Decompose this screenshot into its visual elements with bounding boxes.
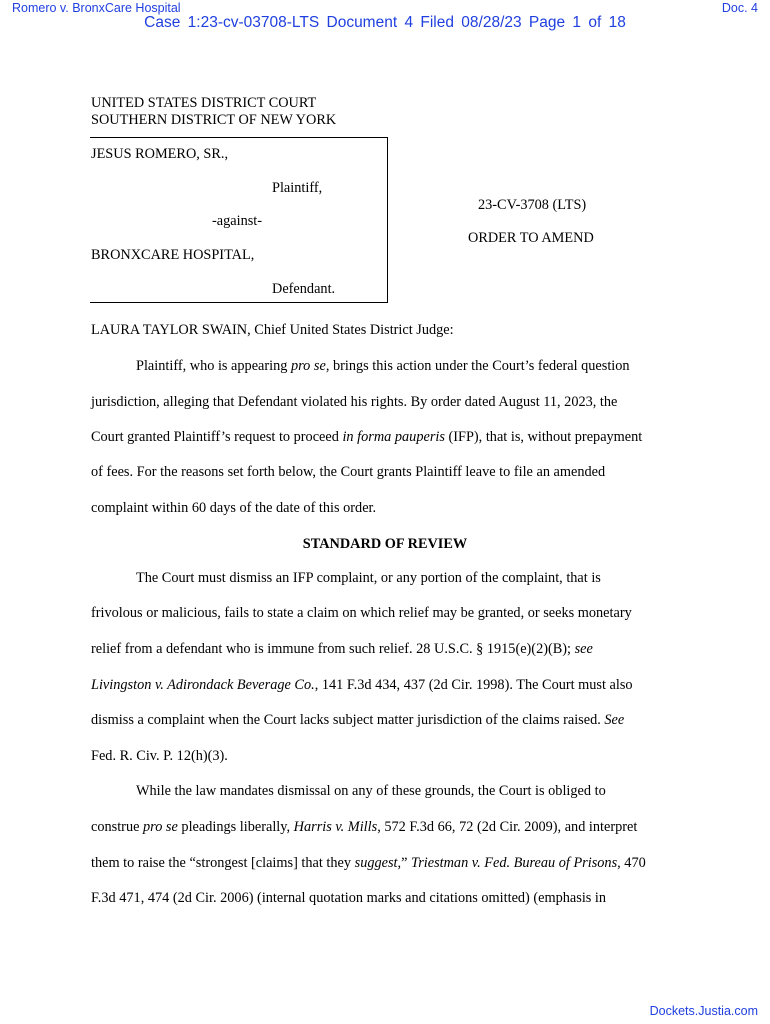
court-district: SOUTHERN DISTRICT OF NEW YORK — [91, 112, 337, 128]
court-name: UNITED STATES DISTRICT COURT — [91, 95, 317, 111]
review-line-6: Fed. R. Civ. P. 12(h)(3). — [91, 748, 228, 764]
against-label: -against- — [212, 213, 263, 229]
filing-stamp: Case 1:23-cv-03708-LTS Document 4 Filed 08/28/23 Page 1 of 18 — [144, 14, 626, 31]
liberal-line-1: While the law mandates dismissal on any of these grounds, the Court is obliged to — [136, 783, 606, 799]
liberal-line-4: F.3d 471, 474 (2d Cir. 2006) (internal quotation marks and citations omitted) (emphasis in — [91, 890, 607, 906]
plaintiff-label: Plaintiff, — [272, 180, 323, 196]
liberal-line-3: them to raise the “strongest [claims] that they suggest,” Triestman v. Fed. Bureau of Prisons, 470 — [91, 855, 646, 871]
intro-line-2: jurisdiction, alleging that Defendant violated his rights. By order dated August 11, 2023, the — [91, 394, 618, 410]
review-line-2: frivolous or malicious, fails to state a claim on which relief may be granted, or seeks monetary — [91, 605, 632, 621]
intro-line-3: Court granted Plaintiff’s request to proceed in forma pauperis (IFP), that is, without prepayment — [91, 429, 643, 445]
section-heading: STANDARD OF REVIEW — [302, 536, 468, 552]
case-number: 23-CV-3708 (LTS) — [478, 197, 587, 213]
defendant-label: Defendant. — [272, 281, 336, 297]
intro-line-5: complaint within 60 days of the date of this order. — [91, 500, 377, 516]
justia-footer-link[interactable]: Dockets.Justia.com — [649, 1004, 758, 1018]
review-line-4: Livingston v. Adirondack Beverage Co., 141 F.3d 434, 437 (2d Cir. 1998). The Court must also — [91, 677, 633, 693]
review-line-5: dismiss a complaint when the Court lacks subject matter jurisdiction of the claims raised. See — [91, 712, 625, 728]
defendant-name: BRONXCARE HOSPITAL, — [91, 247, 255, 263]
review-line-3: relief from a defendant who is immune from such relief. 28 U.S.C. § 1915(e)(2)(B); see — [91, 641, 593, 657]
review-line-1: The Court must dismiss an IFP complaint, or any portion of the complaint, that is — [136, 570, 601, 586]
liberal-line-2: construe pro se pleadings liberally, Harris v. Mills, 572 F.3d 66, 72 (2d Cir. 2009), and interpret — [91, 819, 638, 835]
judge-line: LAURA TAYLOR SWAIN, Chief United States District Judge: — [91, 322, 454, 338]
plaintiff-name: JESUS ROMERO, SR., — [91, 146, 229, 162]
case-title-link[interactable]: Romero v. BronxCare Hospital — [12, 1, 181, 15]
doc-number-link[interactable]: Doc. 4 — [721, 1, 758, 15]
intro-line-4: of fees. For the reasons set forth below, the Court grants Plaintiff leave to file an amended — [91, 464, 606, 480]
intro-line-1: Plaintiff, who is appearing pro se, brings this action under the Court’s federal question — [136, 358, 630, 374]
order-title: ORDER TO AMEND — [468, 230, 594, 246]
